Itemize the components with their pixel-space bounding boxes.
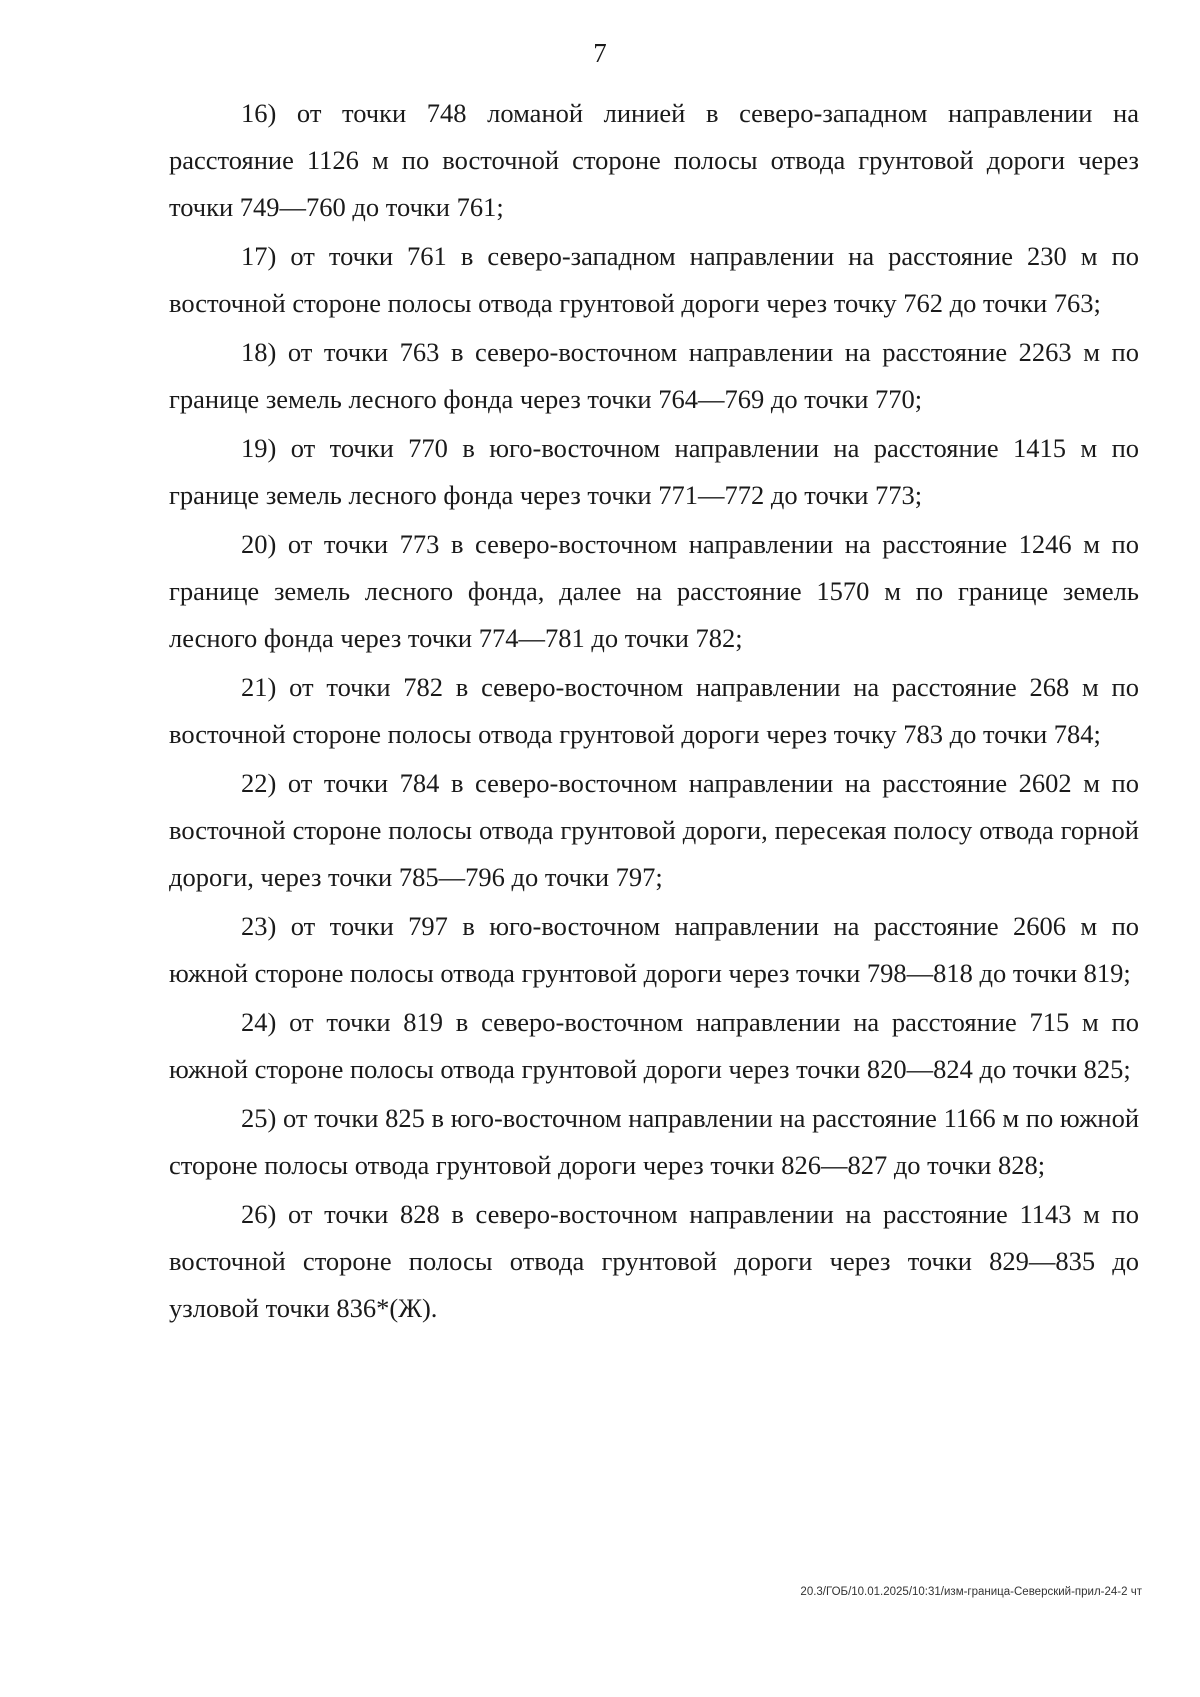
list-item: 16) от точки 748 ломаной линией в северо-западном направлении на расстояние 1126 м по восточной стороне полосы отвода грунтовой дороги через точки 749—760 до точки 761; (169, 98, 1139, 222)
list-item: 23) от точки 797 в юго-восточном направлении на расстояние 2606 м по южной стороне полосы отвода грунтовой дороги через точки 798—818 до точки 819; (169, 911, 1139, 988)
page-number: 7 (593, 38, 607, 68)
document-footer-code: 20.3/ГОБ/10.01.2025/10:31/изм-граница-Северский-прил-24-2 чт (800, 1586, 1142, 1598)
list-item: 26) от точки 828 в северо-восточном направлении на расстояние 1143 м по восточной стороне полосы отвода грунтовой дороги через точки 829—835 до узловой точки 836*(Ж). (169, 1199, 1139, 1323)
list-item: 21) от точки 782 в северо-восточном направлении на расстояние 268 м по восточной стороне полосы отвода грунтовой дороги через точку 783 до точки 784; (169, 672, 1139, 749)
list-item: 22) от точки 784 в северо-восточном направлении на расстояние 2602 м по восточной стороне полосы отвода грунтовой дороги, пересекая полосу отвода горной дороги, через точки 785—796 до точки 797; (169, 768, 1139, 892)
list-item: 25) от точки 825 в юго-восточном направлении на расстояние 1166 м по южной стороне полосы отвода грунтовой дороги через точки 826—827 до точки 828; (169, 1103, 1139, 1180)
boundary-description-list (169, 90, 1139, 1334)
list-item: 24) от точки 819 в северо-восточном направлении на расстояние 715 м по южной стороне полосы отвода грунтовой дороги через точки 820—824 до точки 825; (169, 1007, 1139, 1084)
list-item: 19) от точки 770 в юго-восточном направлении на расстояние 1415 м по границе земель лесного фонда через точки 771—772 до точки 773; (169, 433, 1139, 510)
list-item: 20) от точки 773 в северо-восточном направлении на расстояние 1246 м по границе земель лесного фонда, далее на расстояние 1570 м по границе земель лесного фонда через точки 774—781 до точки 782; (169, 529, 1139, 653)
list-item: 18) от точки 763 в северо-восточном направлении на расстояние 2263 м по границе земель лесного фонда через точки 764—769 до точки 770; (169, 337, 1139, 414)
list-item: 17) от точки 761 в северо-западном направлении на расстояние 230 м по восточной стороне полосы отвода грунтовой дороги через точку 762 до точки 763; (169, 241, 1139, 318)
